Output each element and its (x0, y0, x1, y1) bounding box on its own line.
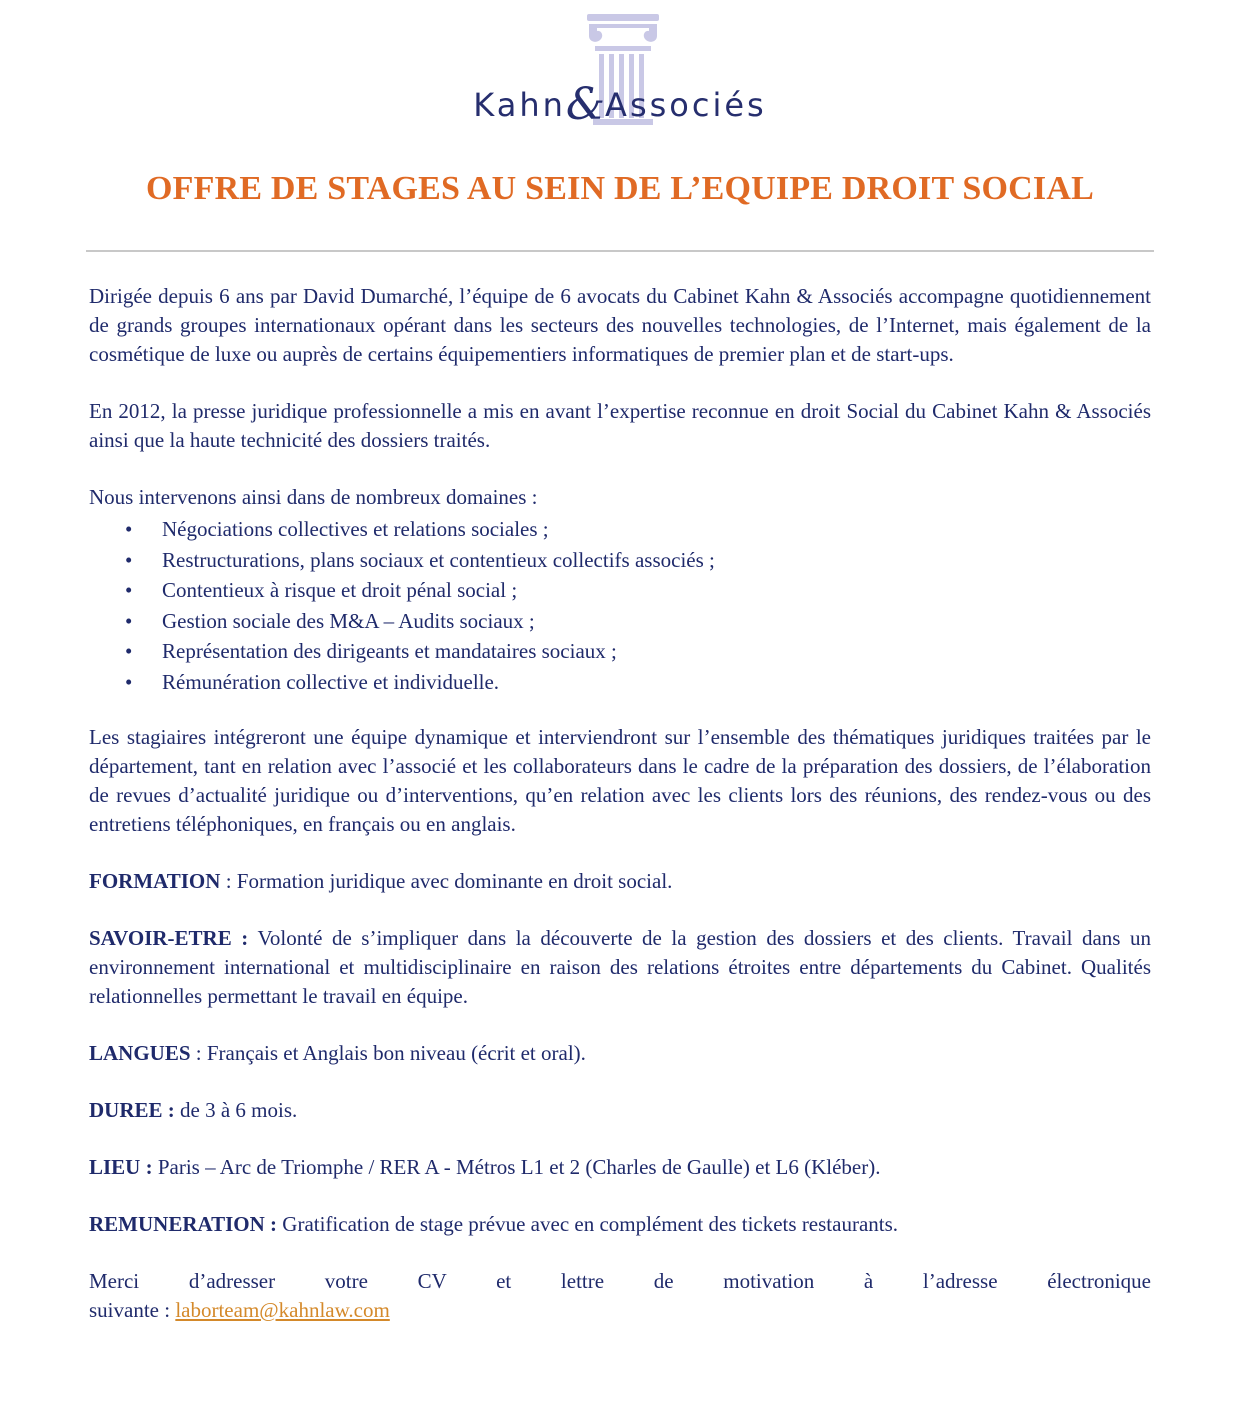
section-remuneration (89, 1210, 1151, 1239)
list-item: • Rémunération collective et individuelle. (89, 667, 1151, 698)
logo-name-right: Associés (605, 86, 767, 124)
bullet-icon: • (125, 608, 133, 633)
section-label: DUREE : (89, 1098, 175, 1122)
page-title: OFFRE DE STAGES AU SEIN DE L’EQUIPE DROIT SOCIAL (146, 170, 1094, 207)
list-item: • Contentieux à risque et droit pénal social ; (89, 575, 1151, 606)
domains-list (89, 514, 1151, 697)
bullet-icon: • (125, 669, 133, 694)
section-label: FORMATION (89, 869, 221, 893)
bullet-icon: • (125, 517, 133, 541)
logo-name-left: Kahn (473, 86, 566, 124)
title-divider (86, 250, 1154, 252)
section-langues: LANGUES : Français et Anglais bon niveau (écrit et oral). (89, 1041, 586, 1065)
intro-paragraph-2: En 2012, la presse juridique professionnelle a mis en avant l’expertise reconnue en droit Social du Cabinet Kahn & Associés ainsi que la haute technicité des dossiers traités. (89, 399, 1151, 452)
interns-paragraph: Les stagiaires intégreront une équipe dynamique et interviendront sur l’ensemble des thématiques juridiques traitées par le département, tant en relation avec l’associé et les collaborateurs dans le cadre de la préparation des dossiers, de l’élaboration de revues d’actualité juridique ou d’interventions, qu’en relation avec les clients lors des réunions, des rendez-vous ou des entretiens téléphoniques, en français ou en anglais. (89, 725, 1151, 836)
list-item: • Restructurations, plans sociaux et contentieux collectifs associés ; (89, 545, 1151, 576)
company-logo (0, 12, 1240, 132)
logo-wordmark (0, 76, 1240, 130)
section-lieu (89, 1153, 1151, 1182)
closing-line-2: suivante : laborteam@kahnlaw.com (89, 1298, 390, 1322)
domains-intro: Nous intervenons ainsi dans de nombreux domaines : (89, 485, 538, 509)
email-link[interactable]: laborteam@kahnlaw.com (175, 1298, 390, 1322)
bullet-icon: • (125, 578, 133, 602)
list-item: • Gestion sociale des M&A – Audits sociaux ; (89, 606, 1151, 637)
section-savoir-etre (89, 924, 1151, 1011)
document-body (89, 282, 1151, 1325)
section-duree (89, 1096, 1151, 1125)
section-formation: FORMATION : Formation juridique avec dominante en droit social. (89, 869, 673, 893)
section-label: REMUNERATION : (89, 1212, 278, 1236)
section-text: de 3 à 6 mois. (180, 1098, 298, 1122)
bullet-icon: • (125, 547, 133, 572)
section-text: Français et Anglais bon niveau (écrit et oral). (206, 1041, 586, 1065)
intro-paragraph-1: Dirigée depuis 6 ans par David Dumarché, l’équipe de 6 avocats du Cabinet Kahn & Associés accompagne quotidiennement de grands groupes internationaux opérant dans les secteurs des nouvelles technologies, de l’Internet, mais également de la cosmétique de luxe ou auprès de certains équipementiers informatiques de premier plan et de start-ups. (89, 284, 1151, 366)
section-label: LIEU : (89, 1155, 153, 1179)
section-label: SAVOIR-ETRE : (89, 926, 249, 950)
bullet-icon: • (125, 639, 133, 663)
section-text: Volonté de s’impliquer dans la découverte de la gestion des dossiers et des clients. Travail dans un environnement international et multidisciplinaire en raison des relations étroites entre départements du Cabinet. Qualités relationnelles permettant le travail en équipe. (89, 926, 1151, 1008)
section-text: Gratification de stage prévue avec en complément des tickets restaurants. (282, 1212, 899, 1236)
section-label: LANGUES (89, 1041, 191, 1065)
section-text: Formation juridique avec dominante en droit social. (236, 869, 673, 893)
closing-line-1: Merci d’adresser votre CV et lettre de motivation à l’adresse électronique (89, 1269, 1151, 1293)
logo-ampersand: & (565, 79, 606, 130)
list-item: • Représentation des dirigeants et mandataires sociaux ; (89, 636, 1151, 667)
list-item: • Négociations collectives et relations sociales ; (89, 514, 1151, 545)
section-text: Paris – Arc de Triomphe / RER A - Métros L1 et 2 (Charles de Gaulle) et L6 (Kléber). (157, 1155, 881, 1179)
